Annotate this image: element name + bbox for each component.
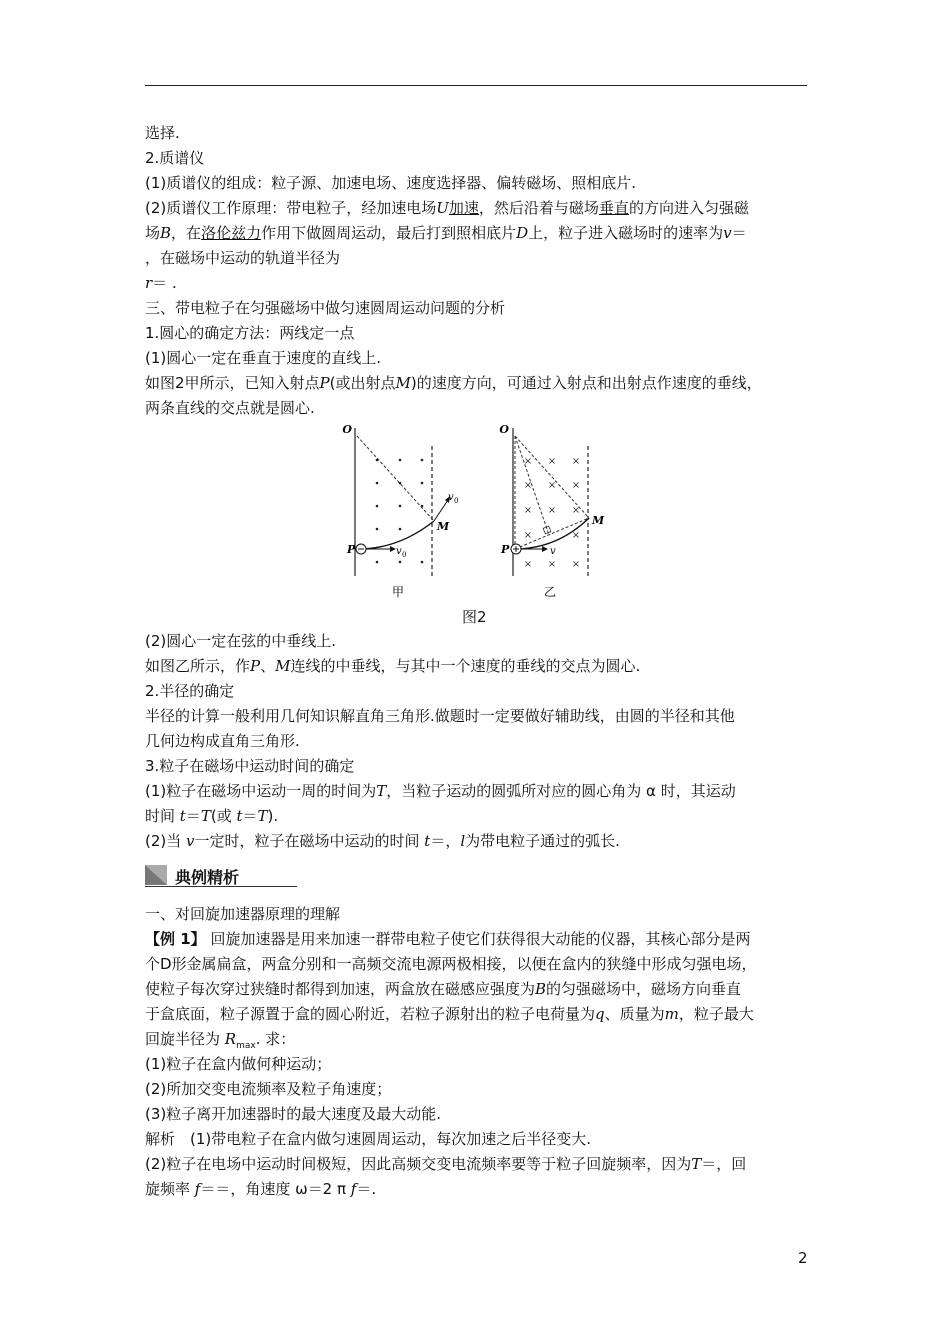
- page-number: 2: [798, 1249, 808, 1267]
- text-line: 于盒底面，粒子源置于盒的圆心附近，若粒子源射出的粒子电荷量为q、质量为m，粒子最大: [145, 1005, 754, 1023]
- svg-text:×: ×: [523, 505, 533, 516]
- svg-text:×: ×: [571, 559, 581, 570]
- banner-title: 典例精析: [175, 868, 240, 887]
- text-line: (2)粒子在电场中运动时间极短，因此高频交变电流频率要等于粒子回旋频率，因为T＝，回: [145, 1155, 747, 1173]
- subheading: 3.粒子在磁场中运动时间的确定: [145, 757, 355, 775]
- label-yi: 乙: [544, 585, 557, 599]
- svg-text:×: ×: [547, 480, 557, 491]
- text-line: 如图2甲所示，已知入射点P(或出射点M)的速度方向，可通过入射点和出射点作速度的垂线，: [145, 374, 762, 392]
- text-line: (2)当 v一定时，粒子在磁场中运动的时间 t＝，l为带电粒子通过的弧长.: [145, 832, 620, 850]
- banner-underline: [145, 886, 297, 887]
- svg-text:×: ×: [523, 530, 533, 541]
- svg-text:×: ×: [547, 456, 557, 467]
- text-line: 如图乙所示，作P、M连线的中垂线，与其中一个速度的垂线的交点为圆心.: [145, 657, 641, 675]
- svg-text:×: ×: [523, 559, 533, 570]
- svg-text:×: ×: [571, 456, 581, 467]
- text-line: (1)粒子在磁场中运动一周的时间为T，当粒子运动的圆弧所对应的圆心角为 α 时，其运动: [145, 782, 736, 800]
- label-O: O: [342, 423, 352, 436]
- text-line: 半径的计算一般利用几何知识解直角三角形.做题时一定要做好辅助线，由圆的半径和其他: [145, 707, 735, 725]
- text-line: r＝ .: [145, 274, 177, 292]
- label-v0: v: [396, 546, 402, 557]
- diagram-yi: [499, 423, 605, 599]
- text-line: 场B，在洛伦兹力作用下做圆周运动，最后打到照相底片D上，粒子进入磁场时的速率为v＝: [145, 224, 747, 242]
- text-line: (2)所加交变电流频率及粒子角速度；: [145, 1080, 392, 1098]
- svg-text:×: ×: [571, 530, 581, 541]
- label-v0-sub: 0: [454, 497, 459, 505]
- subheading: 1.圆心的确定方法：两线定一点: [145, 324, 355, 342]
- text-line: 使粒子每次穿过狭缝时都得到加速，两盒放在磁感应强度为B的匀强磁场中，磁场方向垂直: [145, 980, 742, 998]
- section-banner: [145, 862, 297, 888]
- label-P: P: [347, 543, 356, 556]
- text-line: (1)质谱仪的组成：粒子源、加速电场、速度选择器、偏转磁场、照相底片.: [145, 174, 637, 192]
- svg-text:×: ×: [571, 480, 581, 491]
- label-P: P: [501, 543, 510, 556]
- header-rule: [145, 85, 807, 86]
- svg-text:×: ×: [523, 480, 533, 491]
- label-M: M: [592, 514, 605, 527]
- diagram-jia: [342, 423, 458, 599]
- figure-2-diagram: [330, 418, 620, 618]
- text-line: (1)圆心一定在垂直于速度的直线上.: [145, 349, 382, 367]
- text-line: 个D形金属扁盒，两盒分别和一高频交流电源两极相接，以便在盒内的狭缝中形成匀强电场，: [145, 955, 757, 973]
- svg-text:×: ×: [523, 456, 533, 467]
- label-M: M: [437, 520, 450, 533]
- text-line: (2)质谱仪工作原理：带电粒子，经加速电场U加速，然后沿着与磁场垂直的方向进入匀强磁: [145, 199, 749, 217]
- text-line: 解析 (1)带电粒子在盒内做匀速圆周运动，每次加速之后半径变大.: [145, 1130, 592, 1148]
- text-line: 回旋半径为 $R_{max}$. 求：: [145, 1030, 296, 1051]
- text-line: 时间 t＝T(或 t＝T).: [145, 807, 279, 825]
- text-line: 旋频率 f＝＝，角速度 ω＝2 π f＝.: [145, 1180, 377, 1198]
- label-O: O: [499, 423, 509, 436]
- subheading: 2.半径的确定: [145, 682, 235, 700]
- label-v: v: [550, 546, 556, 557]
- text-line: (3)粒子离开加速器时的最大速度及最大动能.: [145, 1105, 442, 1123]
- text-line: (2)圆心一定在弦的中垂线上.: [145, 632, 337, 650]
- svg-text:×: ×: [547, 505, 557, 516]
- svg-text:×: ×: [571, 505, 581, 516]
- label-v0-sub: 0: [402, 551, 407, 559]
- text-line: 几何边构成直角三角形.: [145, 732, 300, 750]
- section-heading: 一、对回旋加速器原理的理解: [145, 905, 341, 923]
- label-v0: v: [448, 492, 454, 503]
- text-line: 选择.: [145, 124, 180, 142]
- section-heading: 三、带电粒子在匀强磁场中做匀速圆周运动问题的分析: [145, 299, 506, 317]
- label-jia: 甲: [392, 585, 405, 599]
- svg-text:×: ×: [547, 559, 557, 570]
- text-line: 两条直线的交点就是圆心.: [145, 399, 315, 417]
- text-line: 【例 1】 回旋加速器是用来加速一群带电粒子使它们获得很大动能的仪器，其核心部分是两: [145, 930, 751, 948]
- text-line: (1)粒子在盒内做何种运动；: [145, 1055, 332, 1073]
- heading-mass-spectrometer: 2.质谱仪: [145, 149, 205, 167]
- figure-caption: 图2: [462, 608, 487, 626]
- text-line: ，在磁场中运动的轨道半径为: [145, 249, 341, 267]
